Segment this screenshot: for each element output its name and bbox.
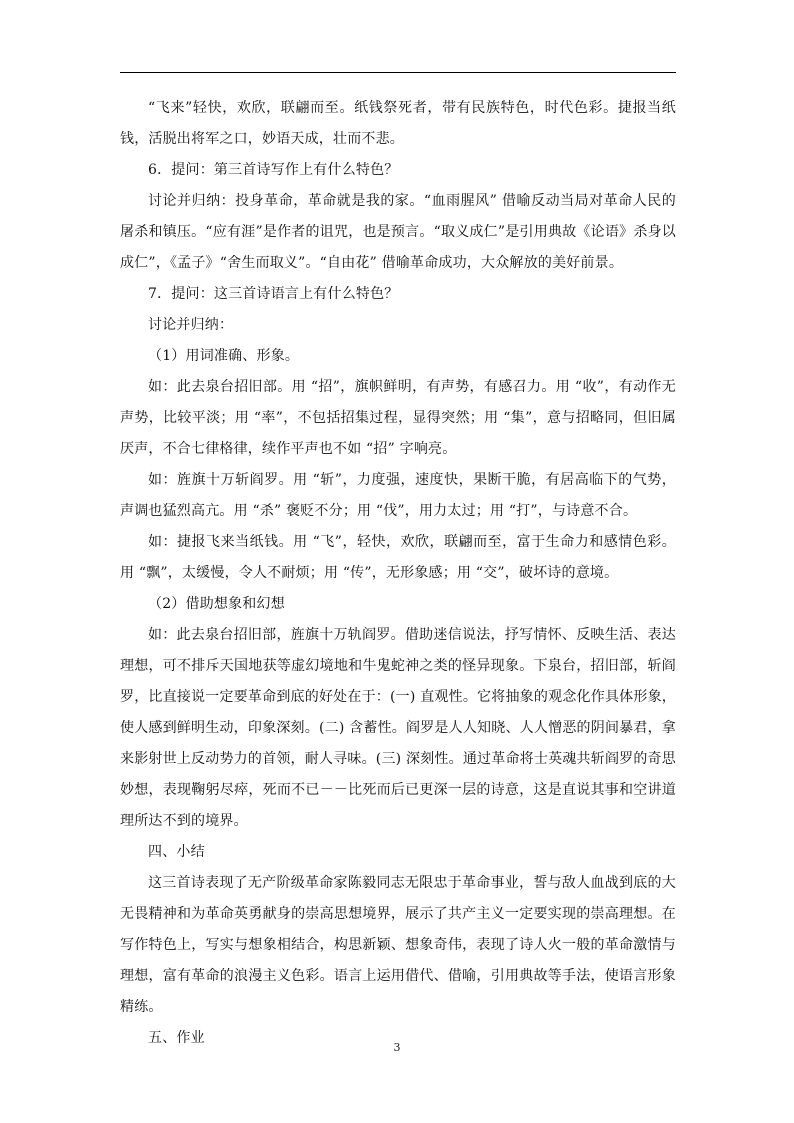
paragraph-feilai: “飞来”轻快，欢欣，联翩而至。纸钱祭死者，带有民族特色，时代色彩。捷报当纸钱，活脱出将军之口，妙语天成，壮而不悲。: [120, 100, 676, 147]
header-rule: [120, 72, 676, 73]
document-body: [120, 93, 676, 1054]
page-number: 3: [393, 1041, 401, 1054]
imagination-example: 如：此去泉台招旧部，旌旗十万轨阎罗。借助迷信说法，抒写情怀、反映生活、表达理想，可不排斥天国地获等虚幻境地和牛鬼蛇神之类的怪异现象。下泉台，招旧部，斩阎罗，比直接说一定要革命到底的好处在于：(一) 直观性。它将抽象的观念化作具体形象，使人感到鲜明生动，印象深刻。(二) 含蓄性。阎罗是人人知晓、人人憎恶的阴间暴君，拿来影射世上反动势力的首领，耐人寻味。(三) 深刻性。通过革命将士英魂共斩阎罗的奇思妙想，表现鞠躬尽瘁，死而不已－－比死而后已更深一层的诗意，这是直说其事和空讲道理所达不到的境界。: [120, 627, 676, 829]
example-fei: 如：捷报飞来当纸钱。用 “飞”，轻快，欢欣，联翩而至，富于生命力和感情色彩。用 “飘”，太缓慢，令人不耐烦；用 “传”，无形象感；用 “交”，破坏诗的意境。: [120, 534, 676, 581]
summary-paragraph: 这三首诗表现了无产阶级革命家陈毅同志无限忠于革命事业，誓与敌人血战到底的大无畏精神和为革命英勇献身的崇高思想境界，展示了共产主义一定要实现的崇高理想。在写作特色上，写实与想象相结合，构思新颖、想象奇伟，表现了诗人火一般的革命激情与理想，富有革命的浪漫主义色彩。语言上运用借代、借喻，引用典故等手法，使语言形象精练。: [120, 875, 676, 1015]
question-6: 6．提问：第三首诗写作上有什么特色？: [148, 162, 399, 178]
question-7: 7．提问：这三首诗语言上有什么特色？: [148, 286, 399, 302]
section-summary-heading: 四、小结: [148, 844, 205, 860]
discussion-7-heading: 讨论并归纳：: [148, 317, 234, 333]
example-zhan: 如：旌旗十万斩阎罗。用 “斩”，力度强，速度快，果断干脆，有居高临下的气势，声调也猛烈高亢。用 “杀” 褒贬不分；用 “伐”，用力太过；用 “打”，与诗意不合。: [120, 472, 676, 519]
discussion-6: 讨论并归纳：投身革命，革命就是我的家。“血雨腥风” 借喻反动当局对革命人民的屠杀和镇压。“应有涯”是作者的诅咒，也是预言。“取义成仁”是引用典故《论语》杀身以成仁”，《孟子》“舍生而取义”。“自由花” 借喻革命成功，大众解放的美好前景。: [120, 193, 676, 271]
section-homework-heading: 五、作业: [148, 1030, 205, 1046]
example-zhao: 如：此去泉台招旧部。用 “招”，旗帜鲜明，有声势，有感召力。用 “收”，有动作无声势，比较平淡；用 “率”，不包括招集过程，显得突然；用 “集”，意与招略同，但旧属厌声，不合七律格律，续作平声也不如 “招” 字响亮。: [120, 379, 676, 457]
subheading-imagination: （2）借助想象和幻想: [148, 596, 285, 612]
subheading-word-choice: （1）用词准确、形象。: [148, 348, 300, 364]
